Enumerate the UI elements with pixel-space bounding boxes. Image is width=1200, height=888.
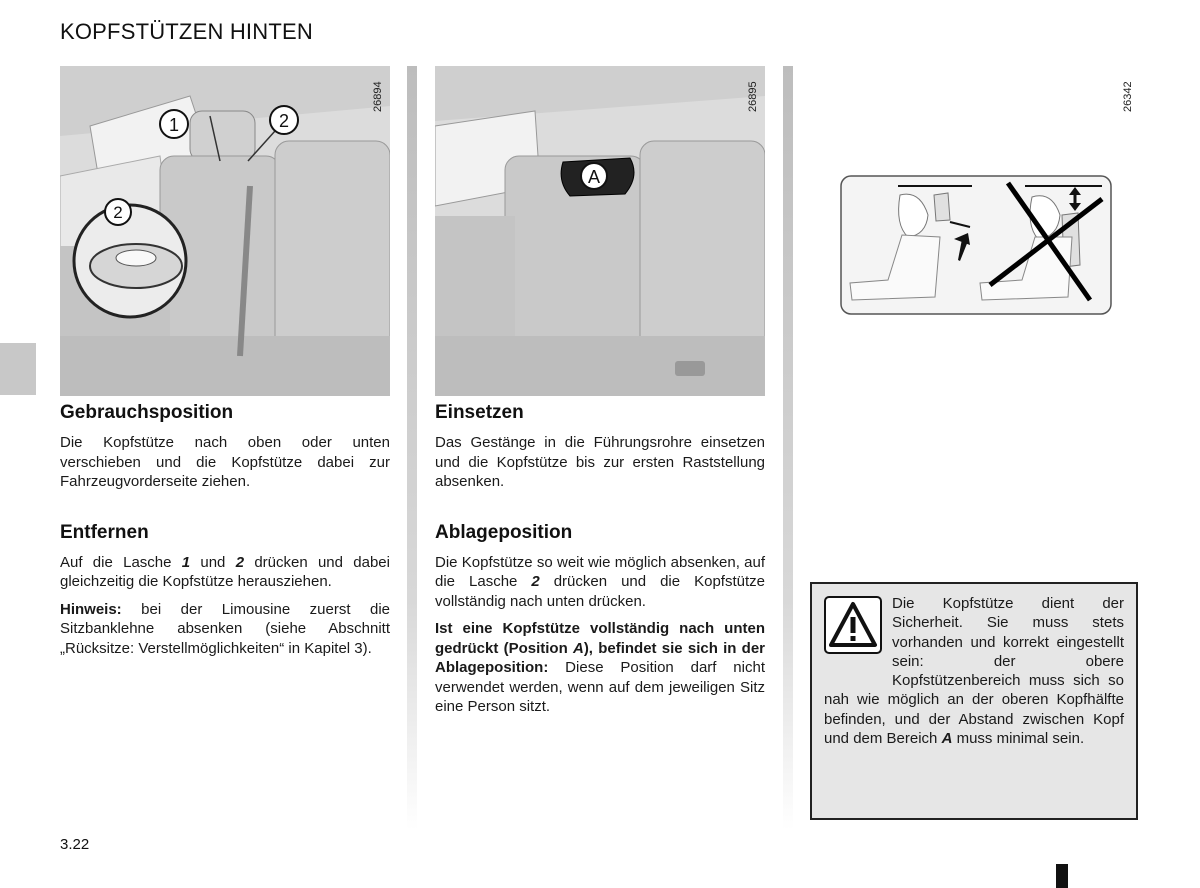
callout-A: A	[587, 167, 601, 187]
figure-insert-headrest	[435, 66, 765, 396]
heading-remove: Entfernen	[60, 521, 149, 543]
usage-position-text: Die Kopfstütze nach oben oder unten verschieben und die Kopfstütze dabei zur Fahrzeugvorderseite ziehen.	[60, 434, 390, 490]
heading-insert: Einsetzen	[435, 402, 524, 423]
insert-text: Das Gestänge in die Führungsrohre einsetzen und die Kopfstütze bis zur ersten Raststellung absenken.	[435, 434, 765, 490]
remove-text: Auf die Lasche 1 und 2 drücken und dabei gleichzeitig die Kopfstütze herausziehen.	[60, 553, 390, 590]
page-title: KOPFSTÜTZEN HINTEN	[60, 19, 313, 44]
chapter-tab	[0, 343, 36, 395]
note-text: Hinweis: bei der Limousine zuerst die Sitzbanklehne absenken (siehe Abschnitt „Rücksitze: Verstellmöglichkeiten“ in Kapitel 3).	[60, 600, 390, 657]
figure-headrest-position	[840, 175, 1112, 315]
rear-seat-illustration-2	[435, 66, 765, 396]
page-edge-marker	[1056, 864, 1068, 888]
warning-triangle-icon	[824, 596, 882, 654]
warning-box	[810, 582, 1138, 820]
heading-usage-position: Gebrauchsposition	[60, 402, 234, 423]
storage-warning-text: Ist eine Kopfstütze vollständig nach unten gedrückt (Position A), befindet sie sich in der Ablageposition: Diese Position darf nicht verwendet werden, wenn auf dem jeweiligen Sitz eine Person sitzt.	[435, 620, 765, 715]
figure-remove-headrest	[60, 66, 390, 396]
heading-storage-position: Ablageposition	[435, 521, 573, 543]
storage-position-text: Die Kopfstütze so weit wie möglich absenken, auf die Lasche 2 drücken und die Kopfstütze vollständig nach unten drücken.	[435, 553, 765, 610]
headrest-position-diagram	[840, 175, 1112, 315]
callout-2-detail: 2	[113, 203, 123, 222]
column-1	[60, 402, 390, 658]
rear-seat-illustration-1	[60, 66, 390, 396]
page-number: 3.22	[60, 836, 90, 853]
column-divider	[407, 66, 417, 830]
column-divider	[783, 66, 793, 830]
callout-2: 2	[278, 111, 290, 131]
figure-id: 26894	[372, 81, 384, 112]
figure-id: 26895	[747, 81, 759, 112]
warning-text: Die Kopfstütze dient der Sicherheit. Sie muss stets vorhanden und korrekt eingestellt sein: der obere Kopfstützenbereich muss sich so nah wie möglich an der oberen Kopfhälfte befinden, und der Abstand zwischen Kopf und dem Bereich A muss minimal sein.	[824, 595, 1124, 748]
figure-id: 26342	[1122, 81, 1134, 112]
callout-1: 1	[168, 115, 180, 135]
column-2	[435, 402, 765, 717]
